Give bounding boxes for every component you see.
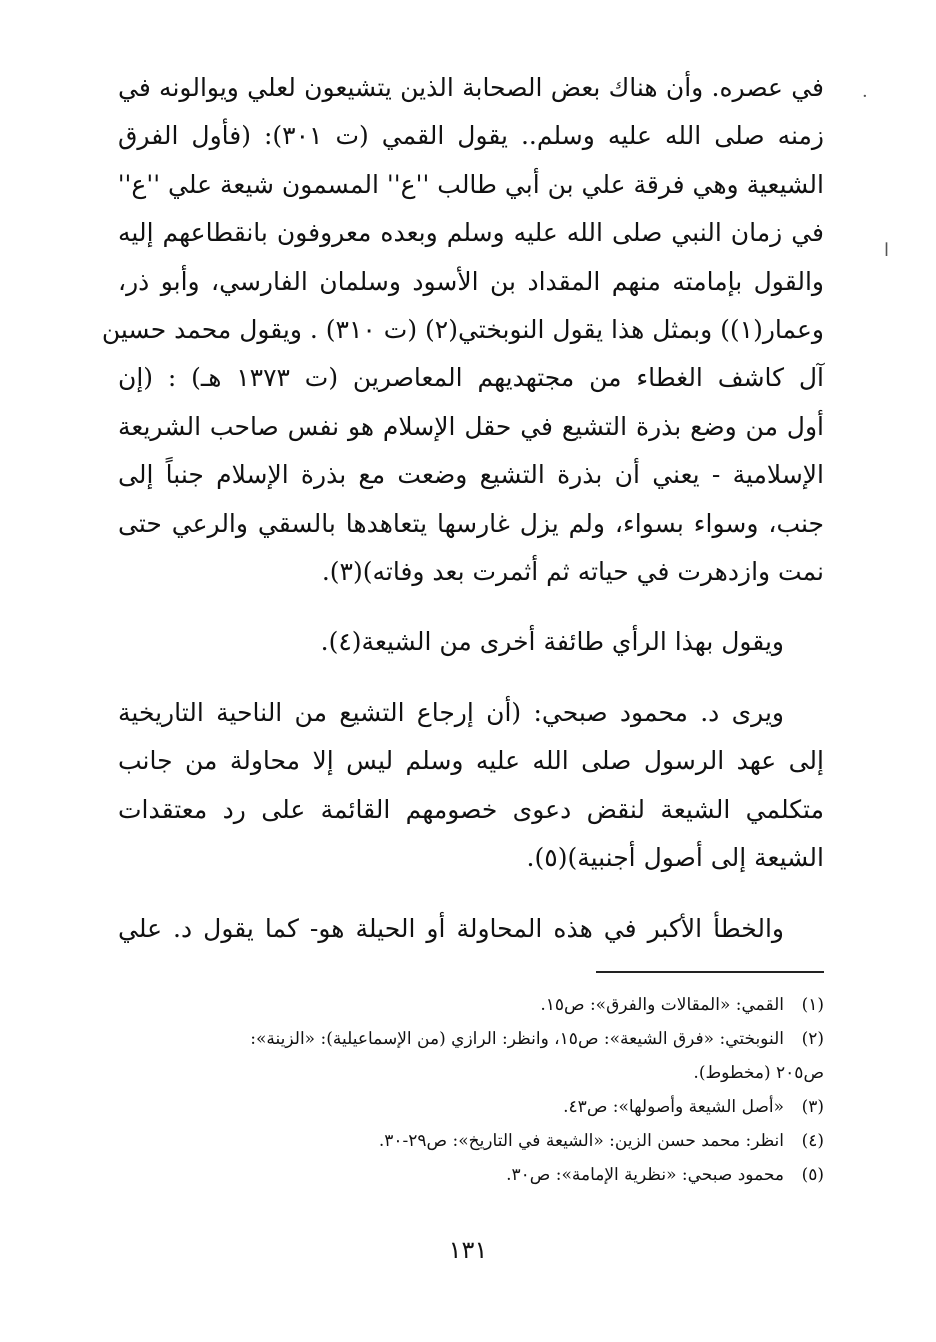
text-line: آل كاشف الغطاء من مجتهديهم المعاصرين (ت ١٣٧٣ هـ) : (إن <box>118 363 824 393</box>
footnote-5 <box>118 1158 824 1192</box>
paragraph-2 <box>118 618 824 666</box>
text-line: إلى عهد الرسول صلى الله عليه وسلم ليس إلا محاولة من جانب <box>118 746 824 776</box>
text-line: زمنه صلى الله عليه وسلم.. يقول القمي (ت ٣٠١): (فأول الفرق <box>118 121 825 151</box>
footnotes <box>118 988 824 1192</box>
text-line: الشيعة إلى أصول أجنبية)(٥). <box>526 843 824 873</box>
text-line: في عصره. وأن هناك بعض الصحابة الذين يتشيعون لعلي ويوالونه في <box>118 73 824 102</box>
text-line: والقول بإمامته منهم المقداد بن الأسود وسلمان الفارسي، وأبو ذر، <box>118 266 824 296</box>
footnote-2-continuation: ص٢٠٥ (مخطوط). <box>693 1063 824 1083</box>
page-number: ١٣١ <box>448 1236 488 1264</box>
text-line: وعمار(١)) وبمثل هذا يقول النوبختي(٢) (ت ٣١٠) . ويقول محمد حسين <box>101 315 824 345</box>
footnote-number: (٣) <box>801 1097 824 1117</box>
text-line: جنب، وسواء بسواء، ولم يزل غارسها يتعاهدها بالسقي والرعي حتى <box>118 508 824 538</box>
text-line: والخطأ الأكبر في هذه المحاولة أو الحيلة هو- كما يقول د. علي <box>118 913 784 943</box>
main-text <box>101 64 825 953</box>
text-line: أول من وضع بذرة التشيع في حقل الإسلام هو نفس صاحب الشريعة <box>118 411 824 441</box>
text-line: نمت وازدهرت في حياته ثم أثمرت بعد وفاته)(٣). <box>321 557 824 587</box>
footnote-3 <box>118 1090 824 1124</box>
footnote-separator <box>596 971 824 973</box>
footnote-number: (١) <box>801 995 824 1015</box>
text-line: الإسلامية - يعني أن بذرة التشيع وضعت مع بذرة الإسلام جنباً إلى <box>118 460 824 490</box>
footnote-2 <box>118 1022 824 1056</box>
footnote-text: النوبختي: «فرق الشيعة»: ص١٥، وانظر: الرازي (من الإسماعيلية): «الزينة»: <box>250 1029 784 1049</box>
text-line: ويرى د. محمود صبحي: (أن إرجاع التشيع من الناحية التاريخية <box>118 697 784 727</box>
footnote-text: «أصل الشيعة وأصولها»: ص٤٣. <box>563 1097 784 1117</box>
text-line: متكلمي الشيعة لنقض دعوى خصومهم القائمة على رد معتقدات <box>118 794 824 824</box>
paragraph-4 <box>118 905 824 953</box>
footnote-text: انظر: محمد حسن الزين: «الشيعة في التاريخ»: ص٢٩-٣٠. <box>378 1131 784 1151</box>
margin-mark: ا <box>884 240 890 261</box>
margin-mark: · <box>862 86 868 107</box>
footnote-text: محمود صبحي: «نظرية الإمامة»: ص٣٠. <box>506 1165 784 1185</box>
footnote-text: القمي: «المقالات والفرق»: ص١٥. <box>540 995 784 1015</box>
footnote-1 <box>118 988 824 1022</box>
footnote-number: (٥) <box>801 1165 824 1185</box>
text-line: في زمان النبي صلى الله عليه وسلم وبعده معروفون بانقطاعهم إليه <box>118 218 824 248</box>
text-line: ويقول بهذا الرأي طائفة أخرى من الشيعة(٤). <box>320 627 784 657</box>
footnote-number: (٢) <box>801 1029 824 1049</box>
paragraph-3 <box>118 689 824 883</box>
text-line: الشيعية وهي فرقة علي بن أبي طالب ''ع'' المسمون شيعة علي ''ع'' <box>117 169 824 199</box>
footnote-number: (٤) <box>801 1131 824 1151</box>
footnote-4 <box>118 1124 824 1158</box>
paragraph-1 <box>101 64 825 596</box>
